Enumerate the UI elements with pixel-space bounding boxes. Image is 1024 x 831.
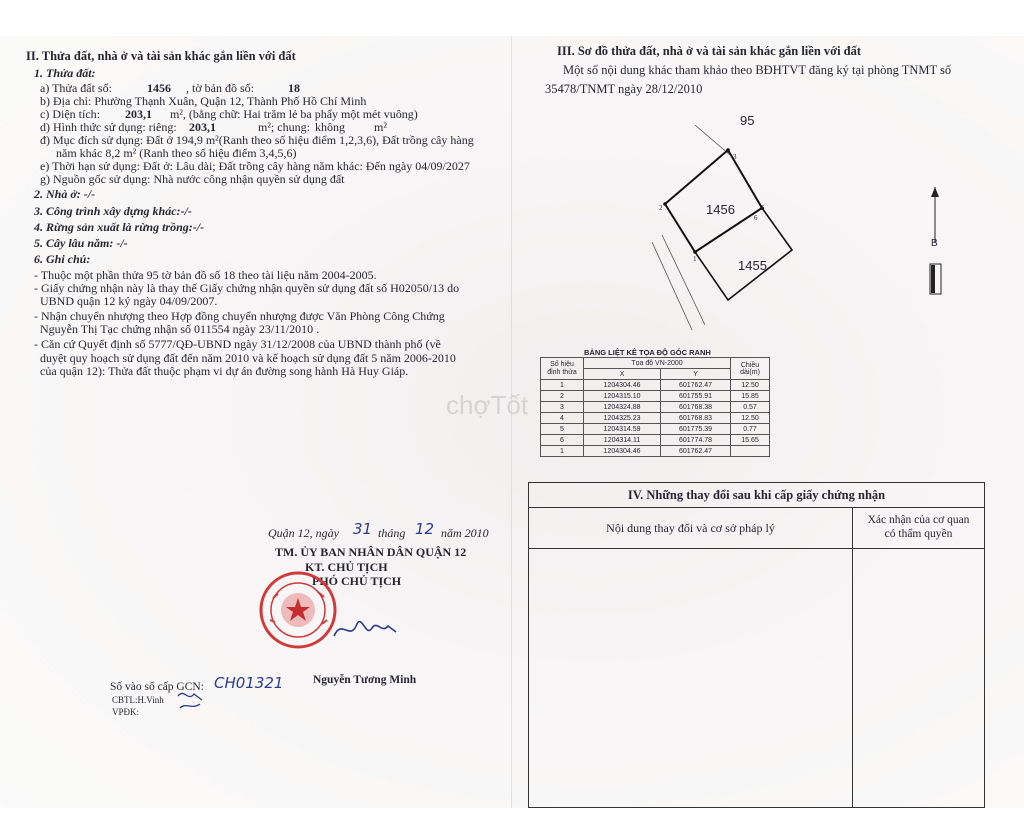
sign-role: PHÓ CHỦ TỊCH	[312, 574, 402, 588]
note-line: - Thuộc một phần thửa 95 tờ bản đồ số 18 theo tài liệu năm 2004-2005.	[34, 268, 377, 282]
coords-header-y: Y	[661, 369, 731, 380]
map-point: 5	[761, 204, 765, 212]
note-line: - Nhận chuyển nhượng theo Hợp đồng chuyển nhượng được Văn Phòng Công Chứng	[34, 309, 445, 323]
coords-table-title: BẢNG LIỆT KÊ TỌA ĐỘ GÓC RANH	[584, 348, 711, 357]
s3-works: 3. Công trình xây dựng khác:-/-	[34, 204, 192, 218]
d-private: 203,1	[189, 120, 216, 134]
table-row: 5 1204314.59 601775.39 0.77	[541, 424, 770, 435]
north-arrow-icon	[928, 185, 942, 245]
red-seal	[258, 570, 338, 650]
bottom-margin	[0, 808, 1024, 831]
map-point: 1	[693, 255, 697, 263]
sign-kt: KT. CHỦ TỊCH	[305, 560, 388, 574]
changes-col1-header: Nội dung thay đổi và cơ sở pháp lý	[529, 507, 853, 549]
signer-name: Nguyễn Tương Minh	[313, 674, 417, 686]
reg-label: Số vào sổ cấp GCN:	[110, 681, 204, 693]
note-line: - Căn cứ Quyết định số 5777/QĐ-UBND ngày 31/12/2008 của UBND thành phố (về	[34, 337, 441, 351]
changes-title: IV. Những thay đổi sau khi cấp giấy chứng nhận	[529, 483, 984, 508]
map-point: 2	[659, 204, 663, 212]
coords-table	[540, 357, 770, 457]
d-unit: m²	[374, 120, 387, 134]
map-label-1455: 1455	[738, 258, 767, 273]
scale-bar-icon	[928, 262, 944, 296]
a-map: 18	[288, 81, 300, 95]
ref-line2: 35478/TNMT ngày 28/12/2010	[545, 82, 703, 96]
reg-value: CH01321	[214, 674, 284, 692]
s2-house: 2. Nhà ở: -/-	[34, 187, 96, 201]
page-fold	[511, 36, 512, 808]
s5-trees: 5. Cây lâu năm: -/-	[34, 236, 128, 250]
table-row: 4 1204325.23 601768.83 12.50	[541, 413, 770, 424]
changes-col2-line1: Xác nhận của cơ quan	[867, 514, 970, 526]
a-label: a) Thửa đất số:	[40, 81, 112, 95]
changes-column-divider	[852, 549, 853, 807]
s6-notes-title: 6. Ghi chú:	[34, 252, 91, 266]
section-iii-title: III. Sơ đồ thửa đất, nhà ở và tài sản khác gắn liền với đất	[557, 44, 862, 58]
c-area: 203,1	[125, 107, 152, 121]
initials-scribble	[176, 686, 206, 712]
changes-col2-line2: có thẩm quyền	[884, 528, 953, 540]
north-label: B	[931, 238, 938, 249]
watermark: chợTốt	[446, 390, 529, 420]
ref-line1: Một số nội dung khác tham khảo theo BĐHTVT đăng ký tại phòng TNMT số	[563, 63, 952, 77]
dd-line2: năm khác 8,2 m² (Ranh theo số hiệu điểm 3,4,5,6)	[56, 146, 297, 160]
coords-header-x: X	[584, 369, 661, 380]
date-day: 31	[353, 520, 373, 538]
s4-forest: 4. Rừng sản xuất là rừng trồng:-/-	[34, 220, 205, 234]
date-prefix: Quận 12, ngày	[268, 526, 339, 540]
g-line: g) Nguồn gốc sử dụng: Nhà nước công nhận quyền sử dụng đất	[40, 172, 345, 186]
d-common: không	[315, 120, 345, 134]
d-common-label: m²; chung:	[258, 120, 310, 134]
sign-org: TM. ỦY BAN NHÂN DÂN QUẬN 12	[275, 545, 467, 559]
dd-line1: đ) Mục đích sử dụng: Đất ở 194,9 m²(Ranh theo số hiệu điểm 1,2,3,6), Đất trồng cây hàng	[40, 133, 474, 147]
signature-scribble	[330, 612, 400, 644]
map-point: 4	[727, 148, 731, 156]
c-unit: m², (bằng chữ: Hai trăm lẻ ba phẩy một mét vuông)	[170, 107, 418, 121]
e-line: e) Thời hạn sử dụng: Đất ở: Lâu dài; Đất trồng cây hàng năm khác: Đến ngày 04/09/2027	[40, 159, 470, 173]
table-row: 2 1204315.10 601755.91 15.85	[541, 391, 770, 402]
coords-header-coord: Tọa độ VN-2000	[584, 358, 731, 369]
map-point: 3	[733, 153, 737, 161]
cbtl-label: CBTL:H.Vinh	[112, 695, 164, 705]
table-row: 1 1204304.46 601762.47	[541, 446, 770, 457]
map-label-95: 95	[740, 113, 755, 128]
changes-table	[528, 482, 985, 808]
s1-title: 1. Thửa đất:	[34, 66, 96, 80]
d-label: d) Hình thức sử dụng: riêng:	[40, 120, 177, 134]
table-row: 6 1204314.11 601774.78 15.65	[541, 435, 770, 446]
date-year: năm 2010	[441, 526, 489, 540]
a-map-label: , tờ bản đồ số:	[186, 81, 255, 95]
note-line: UBND quận 12 ký ngày 04/09/2007.	[40, 294, 218, 308]
note-line: - Giấy chứng nhận này là thay thế Giấy chứng nhận quyền sử dụng đất số H02050/13 do	[34, 281, 460, 295]
section-ii-title: II. Thửa đất, nhà ở và tài sản khác gắn liền với đất	[26, 49, 296, 63]
table-row: 1 1204304.46 601762.47 12.50	[541, 380, 770, 391]
changes-col2-header	[853, 507, 984, 549]
top-margin	[0, 0, 1024, 36]
date-month: 12	[415, 520, 435, 538]
vpdk-label: VPĐK:	[112, 707, 140, 717]
note-line: của quận 12): Thửa đất thuộc phạm vi dự án đường song hành Hà Huy Giáp.	[40, 364, 409, 378]
note-line: Nguyễn Thị Tạc chứng nhận số 011554 ngày 23/11/2010 .	[40, 322, 320, 336]
coords-header-length: Chiều dài(m)	[731, 358, 770, 380]
map-label-1456: 1456	[706, 202, 735, 217]
note-line: duyệt quy hoạch sử dụng đất đến năm 2010 và kế hoạch sử dụng đất 5 năm 2006-2010	[40, 351, 456, 365]
c-label: c) Diện tích:	[40, 107, 100, 121]
map-point: 6	[754, 214, 758, 222]
b-address: b) Địa chỉ: Phường Thạnh Xuân, Quận 12, Thành Phố Hồ Chí Minh	[40, 94, 367, 108]
date-month-label: tháng	[378, 526, 406, 540]
table-row: 3 1204324.88 601768.38 0.57	[541, 402, 770, 413]
parcel-map	[630, 100, 800, 340]
coords-header-point: Số hiệu đỉnh thửa	[541, 358, 584, 380]
a-parcel: 1456	[147, 81, 171, 95]
